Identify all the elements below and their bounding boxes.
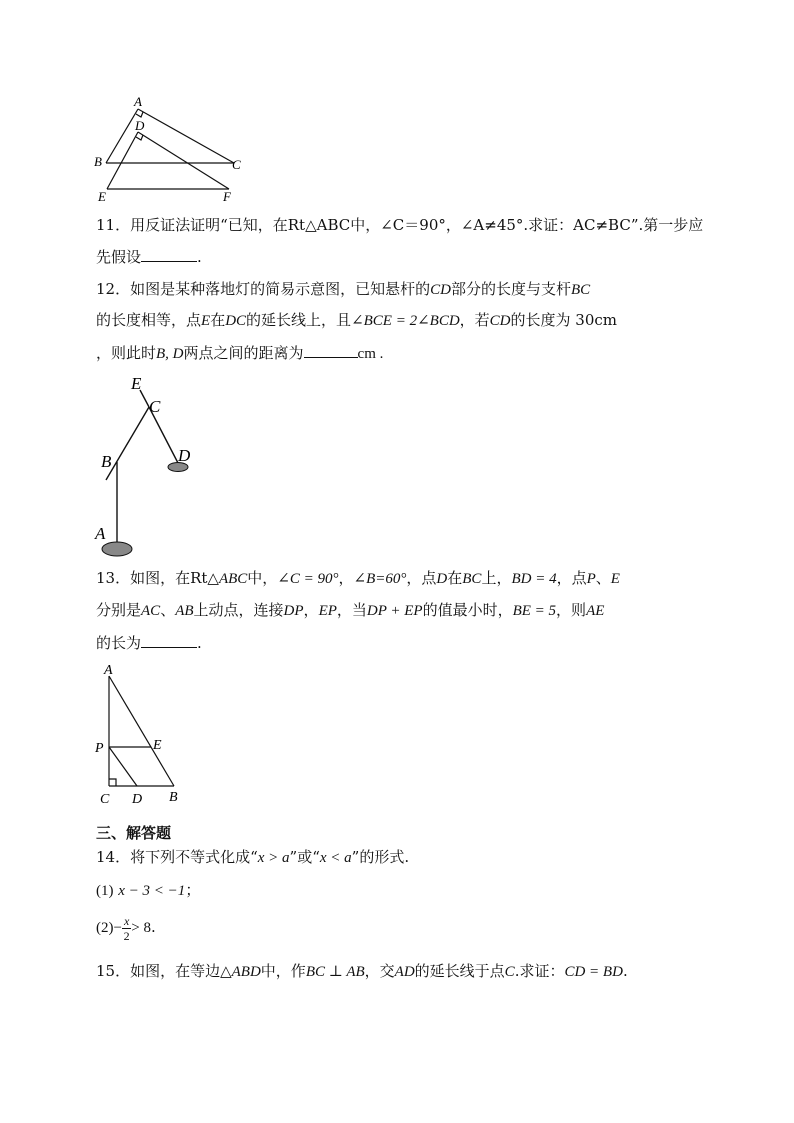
text-q12-l3-c: cm . bbox=[357, 346, 384, 362]
label-b: B bbox=[101, 452, 112, 471]
label-a: A bbox=[134, 94, 142, 109]
text-q14-p1-end: ； bbox=[185, 881, 201, 899]
q15-line1 bbox=[96, 960, 628, 983]
q12-line2 bbox=[96, 309, 617, 332]
text-q12-l2-e2: 的长度为 30cm bbox=[510, 311, 617, 329]
text-q15-b: 中，作 bbox=[260, 962, 306, 980]
label-d: D bbox=[132, 792, 143, 807]
label-d: D bbox=[178, 446, 191, 465]
text-q15-tri: △ABD bbox=[220, 964, 261, 980]
text-q13-l3-a: 的长为 bbox=[96, 634, 142, 652]
segment-ab bbox=[109, 676, 174, 786]
text-q14-l1-x1: x > a bbox=[257, 850, 290, 866]
text-q12-l2-eq: ∠BCE = 2∠BCD bbox=[351, 313, 460, 329]
label-c: C bbox=[100, 792, 110, 807]
label-e: E bbox=[131, 374, 142, 393]
text-q13-l1-bd: BD = 4 bbox=[511, 571, 557, 587]
text-q14-p2-minus: − bbox=[113, 920, 122, 936]
text-q13-l2-DP: DP bbox=[283, 603, 304, 619]
q11-line1 bbox=[96, 214, 703, 236]
text-q13-l1-P: P bbox=[586, 571, 596, 587]
text-q13-l2-a: 分别是 bbox=[96, 601, 142, 619]
text-q12-l2-cd: CD bbox=[489, 313, 511, 329]
text-q14-l1-x2: x < a bbox=[319, 850, 352, 866]
text-q13-l2-d: ， bbox=[303, 601, 319, 619]
figure-floor-lamp bbox=[92, 370, 212, 562]
text-q13-l1-b60: ∠B=60° bbox=[353, 571, 407, 587]
text-q12-l1-cd: CD bbox=[430, 282, 451, 298]
text-q15-eq: CD = BD bbox=[564, 964, 623, 980]
text-q13-l2-g: ，则 bbox=[556, 601, 587, 619]
text-q13-l1-d: ， bbox=[338, 569, 354, 587]
text-q13-l1-e: ，点 bbox=[406, 569, 437, 587]
text-q12-l2-e: E bbox=[201, 313, 211, 329]
text-q14-l1-b: ”或“ bbox=[289, 848, 320, 866]
text-q13-l1-c: ∠C = 90° bbox=[277, 571, 339, 587]
q13-line1 bbox=[96, 567, 620, 590]
label-b: B bbox=[169, 790, 178, 805]
text-q14-p1-expr: x − 3 < −1 bbox=[118, 883, 186, 899]
answer-blank bbox=[141, 631, 197, 648]
text-q11-line2-pre: 先假设 bbox=[96, 248, 142, 266]
text-q14-p1-label: (1) bbox=[96, 883, 114, 899]
lamp-arm-bc bbox=[106, 407, 149, 480]
label-e: E bbox=[153, 738, 162, 753]
fraction-x-over-2 bbox=[122, 914, 131, 943]
label-a: A bbox=[104, 663, 113, 678]
q14-line1 bbox=[96, 846, 409, 869]
label-d: D bbox=[135, 118, 145, 133]
segment-ac bbox=[138, 109, 234, 163]
text-q13-l1-h: ，点 bbox=[556, 569, 587, 587]
text-q13-l1-f: 在 bbox=[447, 569, 463, 587]
text-q12-l2-d: ，若 bbox=[459, 311, 490, 329]
text-q12-l2-dc: DC bbox=[225, 313, 247, 329]
text-q12-l3-b: 两点之间的距离为 bbox=[183, 344, 304, 362]
text-q12-l1-b: 部分的长度与支杆 bbox=[450, 280, 571, 298]
text-q15-c: ，交 bbox=[364, 962, 395, 980]
text-q12-l2-a: 的长度相等，点 bbox=[96, 311, 202, 329]
text-q12-l1-bc: BC bbox=[570, 282, 591, 298]
label-a: A bbox=[95, 524, 106, 543]
text-q15-AD: AD bbox=[394, 964, 415, 980]
text-q13-l1-a: 13．如图，在Rt bbox=[96, 569, 208, 587]
label-c: C bbox=[149, 397, 161, 416]
q11-line2 bbox=[96, 245, 202, 268]
text-q13-l1-b: 中， bbox=[247, 569, 278, 587]
text-q14-l1-a: 14．将下列不等式化成“ bbox=[96, 848, 258, 866]
text-q12-l2-c: 的延长线上，且 bbox=[246, 311, 352, 329]
q12-line3 bbox=[96, 341, 383, 365]
text-q13-l1-E: E bbox=[610, 571, 620, 587]
figure-right-triangle-abc bbox=[92, 660, 192, 810]
label-f: F bbox=[223, 189, 231, 204]
text-q13-l2-be: BE = 5 bbox=[512, 603, 557, 619]
text-q15-d: 的延长线于点 bbox=[414, 962, 505, 980]
label-c: C bbox=[232, 157, 241, 172]
segment-pd bbox=[109, 747, 137, 786]
right-angle-mark-d bbox=[136, 135, 143, 140]
label-p: P bbox=[95, 741, 104, 756]
segment-ab bbox=[106, 109, 138, 163]
text-q14-p2-den: 2 bbox=[123, 928, 130, 943]
text-q15-C: C bbox=[504, 964, 515, 980]
text-q15-a: 15．如图，在等边 bbox=[96, 962, 221, 980]
text-q13-l1-BC: BC bbox=[462, 571, 482, 587]
segment-df bbox=[138, 132, 229, 189]
text-q13-l2-c: 上动点，连接 bbox=[193, 601, 284, 619]
lamp-base bbox=[102, 542, 132, 556]
text-q13-l1-i: 、 bbox=[595, 569, 611, 587]
text-q13-l2-EP: EP bbox=[318, 603, 337, 619]
text-q14-l1-c: ”的形式. bbox=[351, 848, 410, 866]
text-q12-l1-a: 12．如图是某种落地灯的简易示意图，已知悬杆的 bbox=[96, 280, 431, 298]
right-angle-mark-c bbox=[109, 779, 116, 786]
answer-blank bbox=[304, 341, 358, 358]
text-q13-l3-b: . bbox=[197, 634, 202, 652]
text-q13-l2-AB: AB bbox=[175, 603, 194, 619]
text-q13-l2-AC: AC bbox=[141, 603, 161, 619]
section-title bbox=[96, 822, 171, 844]
right-angle-mark-a bbox=[136, 112, 143, 117]
text-q13-l2-sum: DP + EP bbox=[366, 603, 423, 619]
q12-line1 bbox=[96, 278, 590, 301]
text-q13-l2-AE: AE bbox=[586, 603, 605, 619]
text-q11-line2-post: . bbox=[197, 248, 202, 266]
label-e: E bbox=[98, 189, 106, 204]
text-q12-l3-a: ，则此时 bbox=[96, 344, 157, 362]
segment-de bbox=[107, 132, 138, 189]
figure-triangle-abc-def bbox=[92, 94, 252, 206]
text-q13-l1-tri: △ABC bbox=[207, 571, 248, 587]
text-q11-line1: 11．用反证法证明“已知，在Rt△ABC中，∠C＝90°，∠A≠45°.求证：AC≠BC”.第一步应 bbox=[96, 216, 704, 234]
text-section3-title: 三、解答题 bbox=[96, 824, 172, 842]
text-q12-l3-bd: B, D bbox=[156, 346, 184, 362]
q13-line2 bbox=[96, 599, 604, 622]
q13-line3 bbox=[96, 631, 202, 654]
text-q13-l2-f: 的值最小时， bbox=[422, 601, 513, 619]
q14-part2 bbox=[96, 910, 156, 944]
text-q14-p2-rest: > 8 bbox=[131, 920, 152, 936]
text-q15-perp: BC ⊥ AB bbox=[305, 964, 365, 980]
text-q14-p2-num: x bbox=[123, 913, 130, 928]
text-q15-f: . bbox=[622, 962, 628, 980]
text-q13-l1-g: 上， bbox=[481, 569, 512, 587]
text-q13-l1-D: D bbox=[436, 571, 448, 587]
text-q12-l2-b: 在 bbox=[210, 311, 226, 329]
text-q14-p2-label: (2) bbox=[96, 920, 114, 936]
text-q13-l2-b: 、 bbox=[160, 601, 176, 619]
text-q15-e: .求证： bbox=[514, 962, 565, 980]
text-q13-l2-e: ，当 bbox=[336, 601, 367, 619]
q14-part1 bbox=[96, 879, 200, 902]
text-q14-p2-end: . bbox=[151, 918, 156, 936]
label-b: B bbox=[94, 154, 102, 169]
answer-blank bbox=[141, 245, 197, 262]
